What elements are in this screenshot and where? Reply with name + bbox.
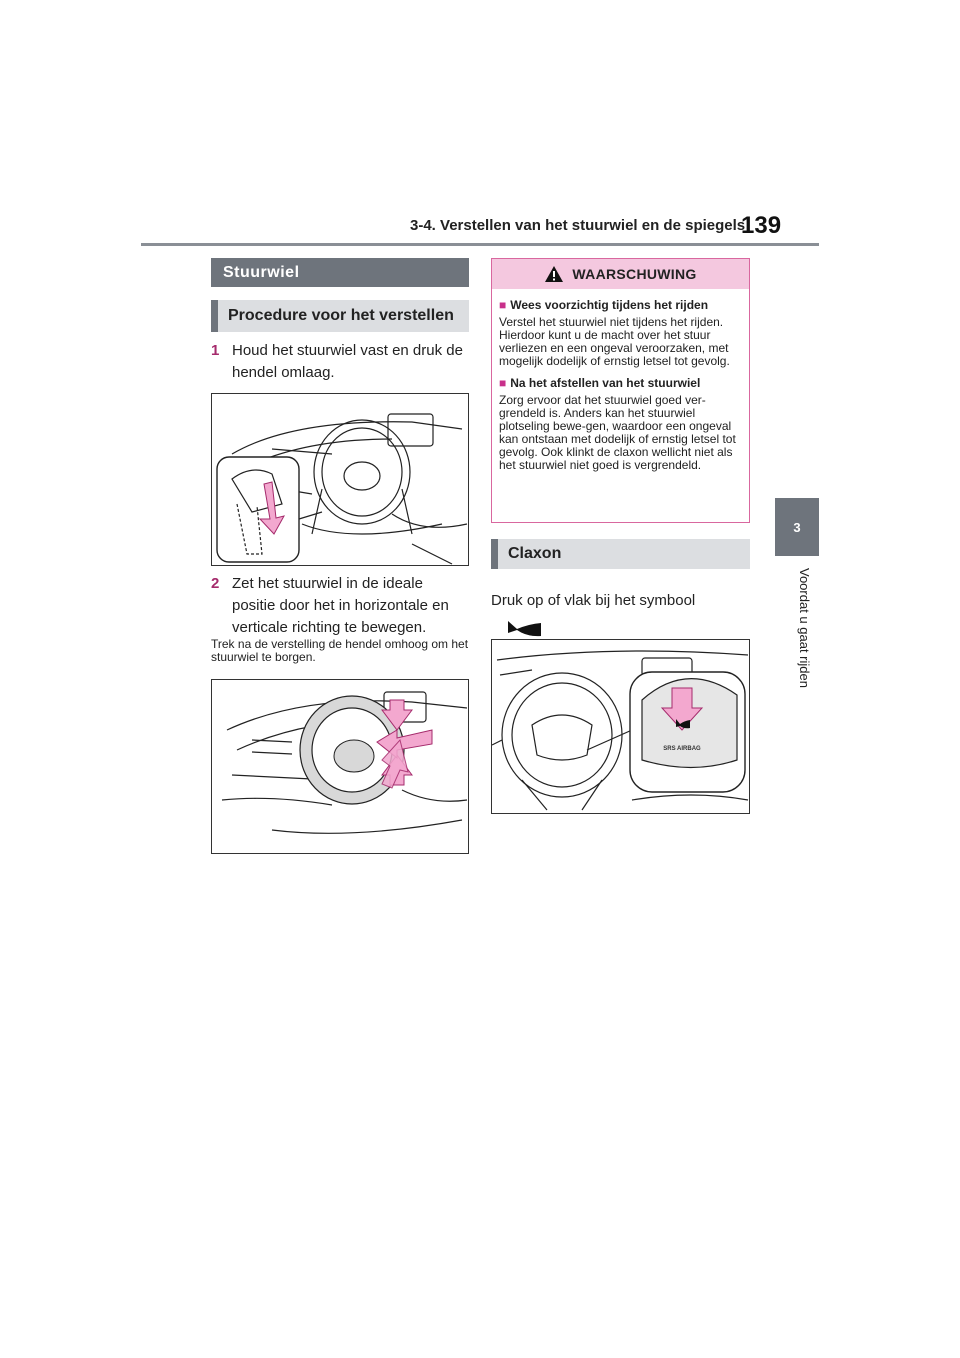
figure-lever-down: [211, 393, 469, 566]
chapter-number: 3: [793, 519, 801, 535]
step-2: [211, 573, 469, 639]
note-text: Trek na de verstelling de hendel omhoog om het stuurwiel te borgen.: [211, 637, 469, 664]
step-number: 2: [211, 575, 220, 592]
warning-title: WAARSCHUWING: [572, 266, 697, 282]
square-bullet-icon: ■: [499, 376, 507, 390]
warning-header: [492, 259, 749, 289]
step-text: Zet het stuurwiel in de ideale positie door het in horizontale en verticale richting te bewegen.: [232, 575, 449, 636]
step-number: 1: [211, 342, 220, 359]
claxon-text-line1: Druk op of vlak bij het symbool: [491, 592, 696, 609]
header-rule: [141, 243, 819, 246]
srs-airbag-label: SRS AIRBAG: [663, 746, 701, 752]
chapter-title: Voordat u gaat rijden: [797, 568, 812, 688]
subsection-title-procedure: Procedure voor het verstellen: [211, 300, 469, 332]
subsection-title-claxon: Claxon: [491, 539, 750, 569]
figure-wheel-adjust: [211, 679, 469, 854]
running-header-title: 3-4. Verstellen van het stuurwiel en de spiegels: [410, 217, 746, 234]
figure-horn: [491, 639, 750, 814]
warning-box: [491, 258, 750, 523]
warning-item-text: Verstel het stuurwiel niet tijdens het rijden. Hierdoor kunt u de macht over het stuur verliezen en een ongeval veroorzaken, met mogelijk dodelijk of ernstig letsel tot gevolg.: [499, 315, 730, 368]
horn-icon: [505, 619, 545, 639]
warning-triangle-icon: [544, 265, 564, 283]
warning-item-text: Zorg ervoor dat het stuurwiel goed ver-grendeld is. Anders kan het stuurwiel plotseling bewe-gen, waardoor een ongeval kan ontstaan met dodelijk of ernstig letsel tot gevolg. Ook klinkt de claxon wellicht niet als het stuurwiel niet goed is vergrendeld.: [499, 393, 736, 472]
page-number: 139: [741, 212, 782, 239]
section-title-stuurwiel: Stuurwiel: [211, 258, 469, 287]
warning-item-heading: ■ Na het afstellen van het stuurwiel: [499, 376, 701, 390]
step-text: Houd het stuurwiel vast en druk de hendel omlaag.: [232, 342, 463, 381]
warning-item-heading: ■ Wees voorzichtig tijdens het rijden: [499, 298, 709, 312]
step-1: [211, 340, 469, 384]
square-bullet-icon: ■: [499, 298, 507, 312]
chapter-tab[interactable]: [775, 498, 819, 556]
